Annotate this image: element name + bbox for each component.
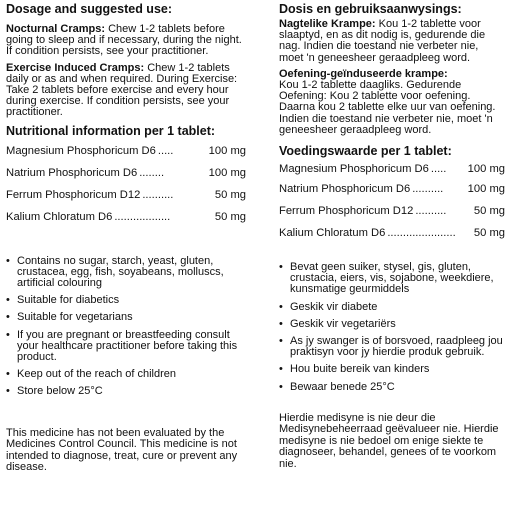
nocturnal-cramps-label: Nagtelike Krampe: [279,18,376,30]
list-item: • Contains no sugar, starch, yeast, gluten, crustacea, egg, fish, soyabeans, molluscs, artificial colouring [6,254,224,290]
nocturnal-cramps-label: Nocturnal Cramps: [6,23,106,35]
exercise-cramps-label: Exercise Induced Cramps: [6,61,145,74]
bullet-icon: • [6,368,10,381]
list-item: • Geskik vir vegetariërs [279,317,396,330]
bullet-icon: • [279,335,283,348]
list-item: • If you are pregnant or breastfeeding consult your healthcare practitioner before taking this product. [6,328,238,364]
bullet-icon: • [6,328,10,341]
exercise-cramps-text: Oefening-geïnduseerde krampe: Kou 1-2 tablette daagliks. Gedurende Oefening: Kou 2 tablette voor oefening. Daarna kou 2 tablette elke uur van oefening. Indien die toestand nie verbeter nie, moet 'n geneesheer geraadpleeg word. [279,67,496,136]
bullet-icon: • [6,254,10,267]
nutrition-row: Magnesium Phosphoricum D6 ..... 100 mg [6,144,246,157]
bullet-icon: • [279,363,283,376]
mcc-disclaimer: Hierdie medisyne is nie deur die Medisynebeheerraad geëvalueer nie. Hierdie medisyne is nie bedoel om enige siekte te diagnoseer, behandel, genees of te voorkom nie. [279,411,499,470]
nocturnal-cramps-text: Nagtelike Krampe: Kou 1-2 tablette voor slaaptyd, en as dit nodig is, gedurende die nag. Indien die toestand nie verbeter nie, moet 'n geneesheer geraadpleeg word. [279,18,486,64]
list-item: • Hou buite bereik van kinders [279,363,430,376]
nutrition-row: Ferrum Phosphoricum D12 .......... 50 mg [6,188,246,201]
bullet-icon: • [279,300,283,313]
bullet-icon: • [279,380,283,393]
nutrition-row: Natrium Phosphoricum D6 ........ 100 mg [6,166,246,179]
list-item: • Suitable for vegetarians [6,311,133,324]
bullet-list [279,262,505,393]
list-item: • Keep out of the reach of children [6,368,176,381]
bullet-list [6,256,246,398]
bullet-icon: • [279,317,283,330]
bullet-icon: • [6,311,10,324]
list-item: • Bevat geen suiker, stysel, gis, gluten, crustacia, eiers, vis, sojabone, weekdiere, kunsmatige geurmiddels [279,261,494,296]
nutrition-row: Kalium Chloratum D6 ...................... 50 mg [279,227,505,240]
list-item: • Geskik vir diabete [279,300,378,313]
afrikaans-column [279,0,505,470]
nutrition-title: Nutritional information per 1 tablet: [6,123,216,138]
nutrition-table [279,160,505,244]
dosage-heading: Dosis en gebruiksaanwysings: [279,2,462,16]
dosage-heading: Dosage and suggested use: [6,2,173,16]
nutrition-table [6,140,246,228]
list-item: • Store below 25°C [6,385,103,398]
bullet-icon: • [6,294,10,307]
list-item: • As jy swanger is of borsvoed, raadpleeg jou praktisyn voor jy hierdie produk gebruik. [279,335,503,359]
mcc-disclaimer: This medicine has not been evaluated by the Medicines Control Council. This medicine is not intended to diagnose, treat, cure or prevent any disease. [6,426,238,474]
nocturnal-cramps-text: Nocturnal Cramps: Chew 1-2 tablets before going to sleep and if necessary, during the night. If condition persists, see your practitioner. [6,23,242,58]
nutrition-title: Voedingswaarde per 1 tablet: [279,144,452,159]
exercise-cramps-label: Oefening-geïnduseerde krampe: [279,67,448,80]
english-column [6,0,246,474]
bullet-icon: • [6,385,10,398]
exercise-cramps-text: Exercise Induced Cramps: Chew 1-2 tablets daily or as and when required. During Exercise: Take 2 tablets before exercise and every hour during exercise. If condition persists, see your practitioner. [6,61,238,119]
list-item: • Bewaar benede 25°C [279,380,395,393]
list-item: • Suitable for diabetics [6,294,120,307]
nutrition-row: Magnesium Phosphoricum D6 ..... 100 mg [279,163,505,176]
nutrition-row: Ferrum Phosphoricum D12 .......... 50 mg [279,205,505,218]
nutrition-row: Natrium Phosphoricum D6 .......... 100 mg [279,183,505,196]
nutrition-row: Kalium Chloratum D6 .................. 50 mg [6,210,246,223]
bullet-icon: • [279,261,283,274]
